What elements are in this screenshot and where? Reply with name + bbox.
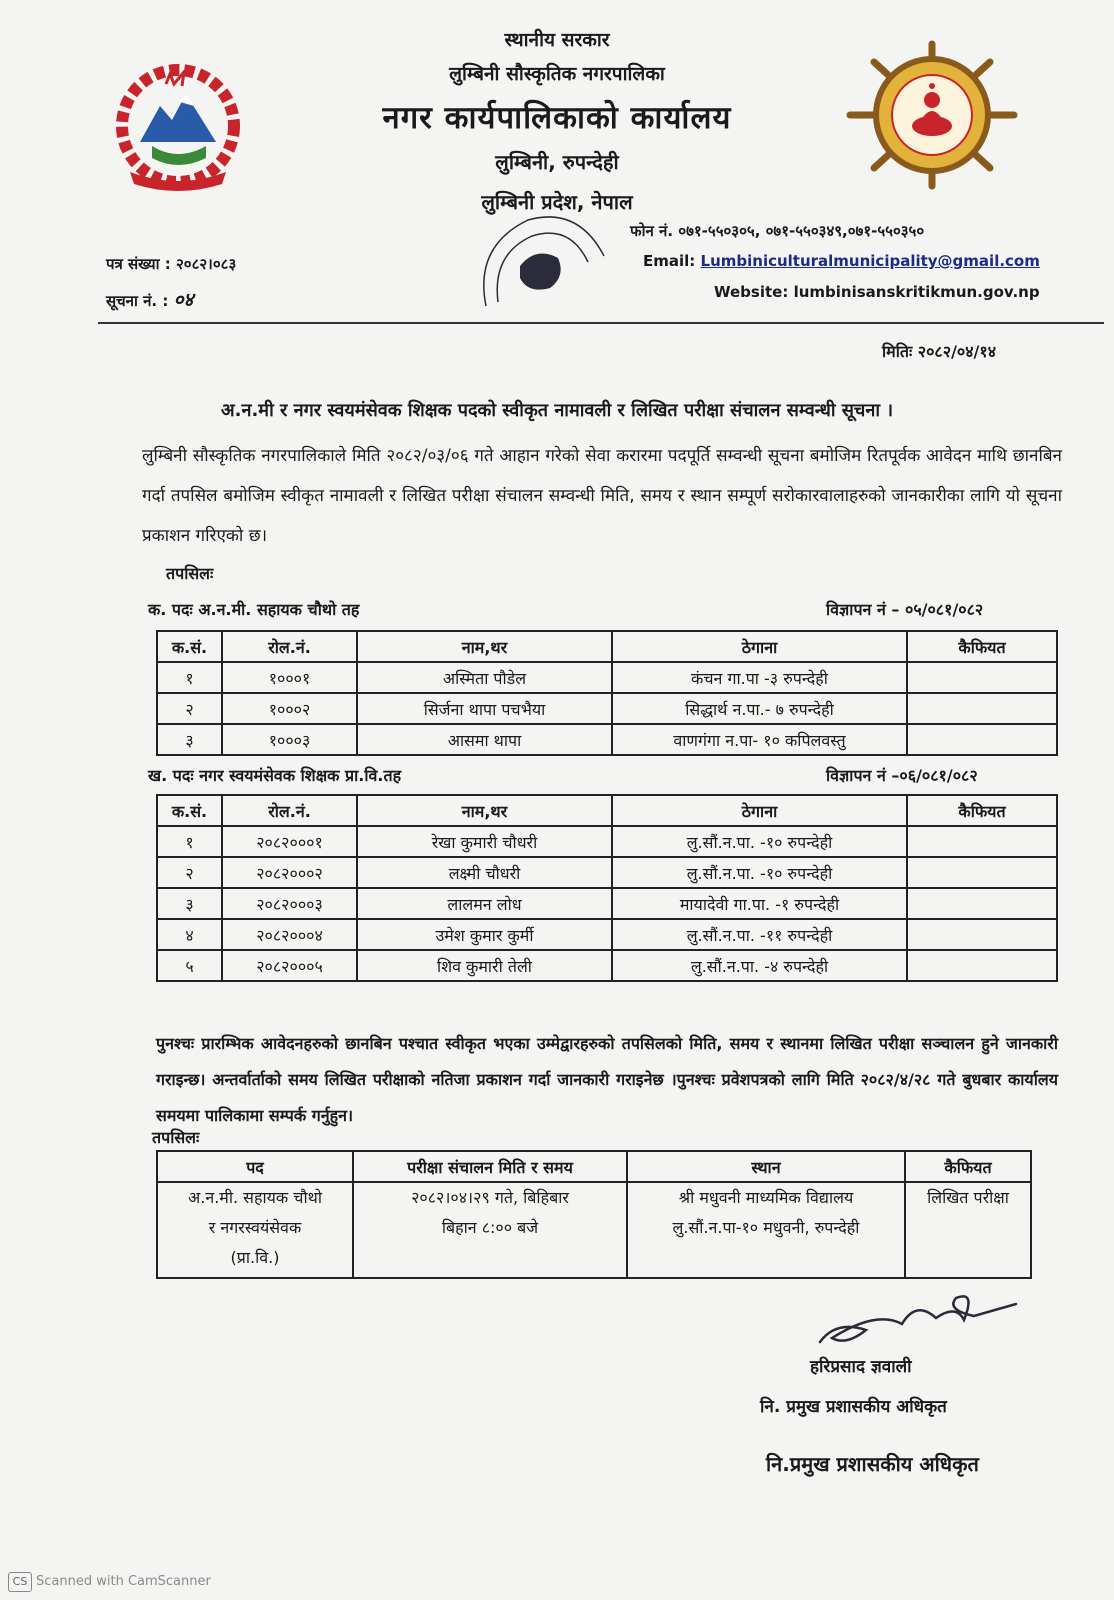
col-remarks: कैफियत <box>907 631 1057 662</box>
phone-line <box>630 221 924 241</box>
section-a-table <box>156 630 1058 756</box>
section-b-ad-number: विज्ञापन नं –०६/०८१/०८२ <box>826 766 978 785</box>
col-address: ठेगाना <box>612 795 907 826</box>
col-remarks: कैफियत <box>905 1151 1031 1182</box>
cell-sn: ४ <box>157 919 222 950</box>
cell-roll: २०८२०००२ <box>222 857 357 888</box>
header-local-government: स्थानीय सरकार <box>504 29 610 51</box>
section-a-label: क. पदः अ.न.मी. सहायक चौथो तह <box>148 600 360 619</box>
header-municipality-name: लुम्बिनी सौस्कृतिक नगरपालिका <box>449 63 665 85</box>
post-line-3: (प्रा.वि.) <box>230 1248 280 1267</box>
venue-name: श्री मधुवनी माध्यमिक विद्यालय <box>678 1188 854 1207</box>
cell-name: अस्मिता पौडेल <box>357 662 612 693</box>
cell-venue <box>627 1182 905 1278</box>
camscanner-watermark <box>8 1572 211 1592</box>
col-roll: रोल.नं. <box>222 795 357 826</box>
cell-address: कंचन गा.पा -३ रुपन्देही <box>612 662 907 693</box>
table-row <box>157 826 1057 857</box>
cell-sn: २ <box>157 857 222 888</box>
cell-exam-datetime <box>353 1182 627 1278</box>
cell-sn: ३ <box>157 724 222 755</box>
col-exam-datetime: परीक्षा संचालन मिति र समय <box>353 1151 627 1182</box>
table-row <box>157 857 1057 888</box>
signatory-title: नि. प्रमुख प्रशासकीय अधिकृत <box>760 1397 947 1417</box>
title-stamp: नि.प्रमुख प्रशासकीय अधिकृत <box>766 1452 979 1476</box>
date-label: मितिः <box>882 342 913 361</box>
table-row <box>157 724 1057 755</box>
table-row <box>157 950 1057 981</box>
cell-remarks <box>907 724 1057 755</box>
cell-name: उमेश कुमार कुर्मी <box>357 919 612 950</box>
cell-remarks <box>907 950 1057 981</box>
notice-subject: अ.न.मी र नगर स्वयमंसेवक शिक्षक पदको स्वीकृत नामावली र लिखित परीक्षा संचालन सम्वन्धी सूचना । <box>220 400 894 421</box>
email-label: Email: <box>643 252 696 270</box>
cell-address: मायादेवी गा.पा. -१ रुपन्देही <box>612 888 907 919</box>
cell-roll: १०००३ <box>222 724 357 755</box>
cell-remarks <box>907 662 1057 693</box>
cell-sn: ५ <box>157 950 222 981</box>
cell-name: सिर्जना थापा पचभैया <box>357 693 612 724</box>
notice-value: ०४ <box>173 289 194 311</box>
cell-sn: १ <box>157 662 222 693</box>
cell-name: शिव कुमारी तेली <box>357 950 612 981</box>
header-divider <box>98 322 1104 324</box>
signatory-name: हरिप्रसाद ज्ञवाली <box>810 1357 912 1377</box>
camscanner-icon: CS <box>8 1572 32 1592</box>
section-b-label: ख. पदः नगर स्वयमंसेवक शिक्षक प्रा.वि.तह <box>148 766 402 785</box>
col-name: नाम,थर <box>357 795 612 826</box>
email-line <box>643 252 1040 270</box>
reference-number <box>106 254 236 274</box>
header-province: लुम्बिनी प्रदेश, नेपाल <box>481 190 633 214</box>
header-office-title: नगर कार्यपालिकाको कार्यालय <box>382 100 732 136</box>
phone-value: ०७१-५५०३०५, ०७१-५५०३४९,०७१-५५०३५० <box>678 222 925 240</box>
camscanner-text: Scanned with CamScanner <box>36 1574 211 1589</box>
tapsil-label-2: तपसिलः <box>152 1128 200 1147</box>
intro-paragraph: लुम्बिनी सौस्कृतिक नगरपालिकाले मिति २०८२/०३/०६ गते आहान गरेको सेवा करारमा पदपूर्ति सम्वन्धी सूचना बमोजिम रितपूर्वक आवेदन माथि छानबिन गर्दा तपसिल बमोजिम स्वीकृत नामावली र लिखित परीक्षा संचालन सम्वन्धी मिति, समय र स्थान सम्पूर्ण सरोकारवालाहरुको जानकारीका लागि यो सूचना प्रकाशन गरिएको छ। <box>142 446 1062 546</box>
col-name: नाम,थर <box>357 631 612 662</box>
cell-address: लु.सौं.न.पा. -१० रुपन्देही <box>612 826 907 857</box>
cell-post <box>157 1182 353 1278</box>
cell-remarks <box>907 826 1057 857</box>
venue-address: लु.सौं.न.पा-१० मधुवनी, रुपन्देही <box>672 1218 860 1237</box>
table-header-row <box>157 631 1057 662</box>
cell-address: सिद्धार्थ न.पा.- ७ रुपन्देही <box>612 693 907 724</box>
table-row <box>157 888 1057 919</box>
table-header-row <box>157 795 1057 826</box>
cell-remarks <box>907 919 1057 950</box>
cell-remarks <box>907 888 1057 919</box>
cell-name: रेखा कुमारी चौधरी <box>357 826 612 857</box>
date-value: २०८२/०४/१४ <box>917 342 997 361</box>
cell-remarks: लिखित परीक्षा <box>905 1182 1031 1278</box>
website-label: Website: <box>714 283 789 301</box>
table-header-row <box>157 1151 1031 1182</box>
municipality-logo-icon <box>842 40 1022 190</box>
ref-value: २०८२।०८३ <box>175 255 237 273</box>
email-link[interactable]: Lumbiniculturalmunicipality@gmail.com <box>700 252 1040 270</box>
col-sn: क.सं. <box>157 795 222 826</box>
exam-time: बिहान ८:०० बजे <box>441 1218 539 1237</box>
phone-label: फोन नं. <box>630 222 674 240</box>
cell-address: लु.सौं.न.पा. -१० रुपन्देही <box>612 857 907 888</box>
ref-label: पत्र संख्या : <box>106 255 171 273</box>
header-location: लुम्बिनी, रुपन्देही <box>495 150 619 174</box>
cell-roll: १०००२ <box>222 693 357 724</box>
cell-sn: २ <box>157 693 222 724</box>
cell-sn: ३ <box>157 888 222 919</box>
office-seal-stamp <box>458 206 618 346</box>
cell-roll: १०००१ <box>222 662 357 693</box>
section-b-table <box>156 794 1058 982</box>
section-a-ad-number: विज्ञापन नं – ०५/०८१/०८२ <box>826 600 984 619</box>
cell-roll: २०८२०००५ <box>222 950 357 981</box>
cell-address: लु.सौं.न.पा. -११ रुपन्देही <box>612 919 907 950</box>
table-row <box>157 1182 1031 1278</box>
exam-date: २०८२।०४।२९ गते, बिहिबार <box>411 1188 569 1207</box>
table-row <box>157 693 1057 724</box>
cell-address: लु.सौं.न.पा. -४ रुपन्देही <box>612 950 907 981</box>
col-venue: स्थान <box>627 1151 905 1182</box>
postscript-paragraph: पुनश्चः प्रारम्भिक आवेदनहरुको छानबिन पश्चात स्वीकृत भएका उम्मेद्वारहरुको तपसिलको मिति, समय र स्थानमा लिखित परीक्षा सञ्चालन हुने जानकारी गराइन्छ। अन्तर्वार्ताको समय लिखित परीक्षाको नतिजा प्रकाशन गर्दा जानकारी गराइनेछ ।पुनश्चः प्रवेशपत्रको लागि मिति २०८२/४/२८ गते बुधबार कार्यालय समयमा पालिकामा सम्पर्क गर्नुहुन। <box>156 1034 1058 1125</box>
cell-sn: १ <box>157 826 222 857</box>
post-line-1: अ.न.मी. सहायक चौथो <box>188 1188 322 1207</box>
tapsil-label-1: तपसिलः <box>166 564 214 583</box>
col-post: पद <box>157 1151 353 1182</box>
cell-address: वाणगंगा न.पा- १० कपिलवस्तु <box>612 724 907 755</box>
col-sn: क.सं. <box>157 631 222 662</box>
post-line-2: र नगरस्वयंसेवक <box>208 1218 302 1237</box>
cell-name: आसमा थापा <box>357 724 612 755</box>
cell-name: लक्ष्मी चौधरी <box>357 857 612 888</box>
col-roll: रोल.नं. <box>222 631 357 662</box>
signature-mark <box>806 1280 1022 1360</box>
cell-roll: २०८२०००३ <box>222 888 357 919</box>
notice-number <box>106 286 193 312</box>
table-row <box>157 919 1057 950</box>
document-date <box>882 340 996 362</box>
col-address: ठेगाना <box>612 631 907 662</box>
cell-remarks <box>907 693 1057 724</box>
col-remarks: कैफियत <box>907 795 1057 826</box>
table-row <box>157 662 1057 693</box>
exam-schedule-table <box>156 1150 1032 1279</box>
notice-label: सूचना नं. : <box>106 292 169 310</box>
cell-name: लालमन लोध <box>357 888 612 919</box>
cell-roll: २०८२०००१ <box>222 826 357 857</box>
website-line <box>714 283 1040 301</box>
cell-remarks <box>907 857 1057 888</box>
cell-roll: २०८२०००४ <box>222 919 357 950</box>
website-value: lumbinisanskritikmun.gov.np <box>793 283 1040 301</box>
